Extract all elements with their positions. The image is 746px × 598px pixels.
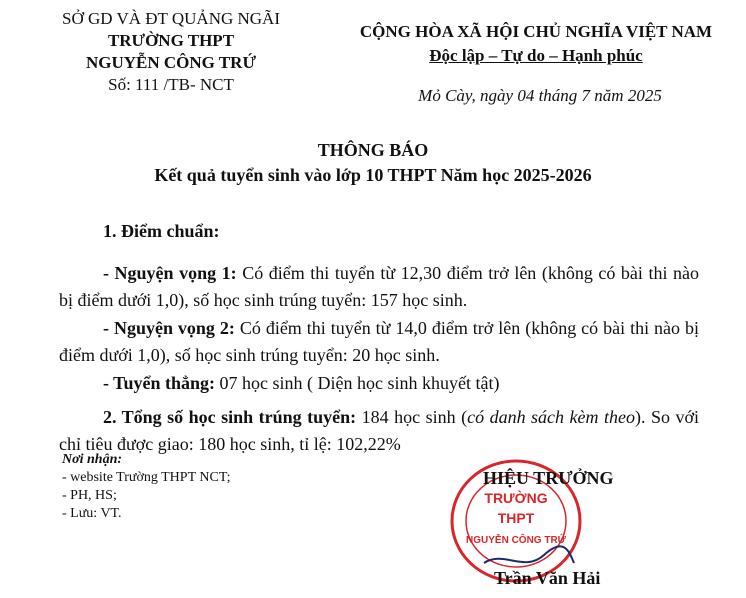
section-2-paragraph: 2. Tổng số học sinh trúng tuyển: 184 học sinh (có danh sách kèm theo). So với chỉ tiêu được giao: 180 học sinh, tỉ lệ: 102,22% xyxy=(59,407,699,454)
issuing-agency-block xyxy=(40,8,302,96)
department-name: SỞ GD VÀ ĐT QUẢNG NGÃI xyxy=(61,9,280,28)
document-subtitle: Kết quả tuyển sinh vào lớp 10 THPT Năm học 2025-2026 xyxy=(154,165,592,185)
recipient-item: - PH, HS; xyxy=(62,488,117,503)
nv2-text: Có điểm thi tuyển từ 14,0 điểm trở lên (không có bài thi nào bị điểm dưới 1,0), số học sinh trúng tuyển: 20 học sinh. xyxy=(59,318,699,365)
school-name-line2: NGUYỄN CÔNG TRỨ xyxy=(85,53,256,72)
nv2-paragraph xyxy=(59,315,699,369)
signatory-name: Trần Văn Hải xyxy=(494,568,601,588)
country-name: CỘNG HÒA XÃ HỘI CHỦ NGHĨA VIỆT NAM xyxy=(359,22,713,41)
nv1-label: - Nguyện vọng 1: xyxy=(103,263,237,283)
school-name-line1: TRƯỜNG THPT xyxy=(107,31,235,50)
document-number: Số: 111 /TB- NCT xyxy=(108,75,234,94)
national-motto: Độc lập – Tự do – Hạnh phúc xyxy=(429,46,643,65)
nv1-paragraph xyxy=(59,260,699,314)
national-header-block xyxy=(338,20,734,68)
recipient-item: - website Trường THPT NCT; xyxy=(62,470,231,485)
nv2-label: - Nguyện vọng 2: xyxy=(103,318,235,338)
attached-list-note: có danh sách kèm theo xyxy=(467,407,635,427)
section-2-label: 2. Tổng số học sinh trúng tuyển: xyxy=(103,407,357,427)
stamp-text-line3: NGUYỄN CÔNG TRỨ xyxy=(466,535,566,546)
recipients-block xyxy=(62,451,231,523)
place-and-date: Mỏ Cày, ngày 04 tháng 7 năm 2025 xyxy=(418,86,662,105)
direct-admission-paragraph xyxy=(59,370,699,397)
signatory-title: HIỆU TRƯỞNG xyxy=(483,468,614,488)
nv1-text: Có điểm thi tuyển từ 12,30 điểm trở lên (không có bài thi nào bị điểm dưới 1,0), số học sinh trúng tuyển: 157 học sinh. xyxy=(59,263,699,310)
section-1-heading: 1. Điểm chuẩn: xyxy=(103,221,220,241)
recipient-item: - Lưu: VT. xyxy=(62,506,122,521)
direct-text: 07 học sinh ( Diện học sinh khuyết tật) xyxy=(215,373,500,393)
recipients-label: Nơi nhận: xyxy=(62,452,123,467)
stamp-text-line1: TRƯỜNG xyxy=(484,490,548,506)
signature-stroke xyxy=(484,546,574,563)
document-title: THÔNG BÁO xyxy=(317,140,429,160)
direct-label: - Tuyển thẳng: xyxy=(103,373,216,393)
stamp-text-line2: THPT xyxy=(497,510,535,526)
